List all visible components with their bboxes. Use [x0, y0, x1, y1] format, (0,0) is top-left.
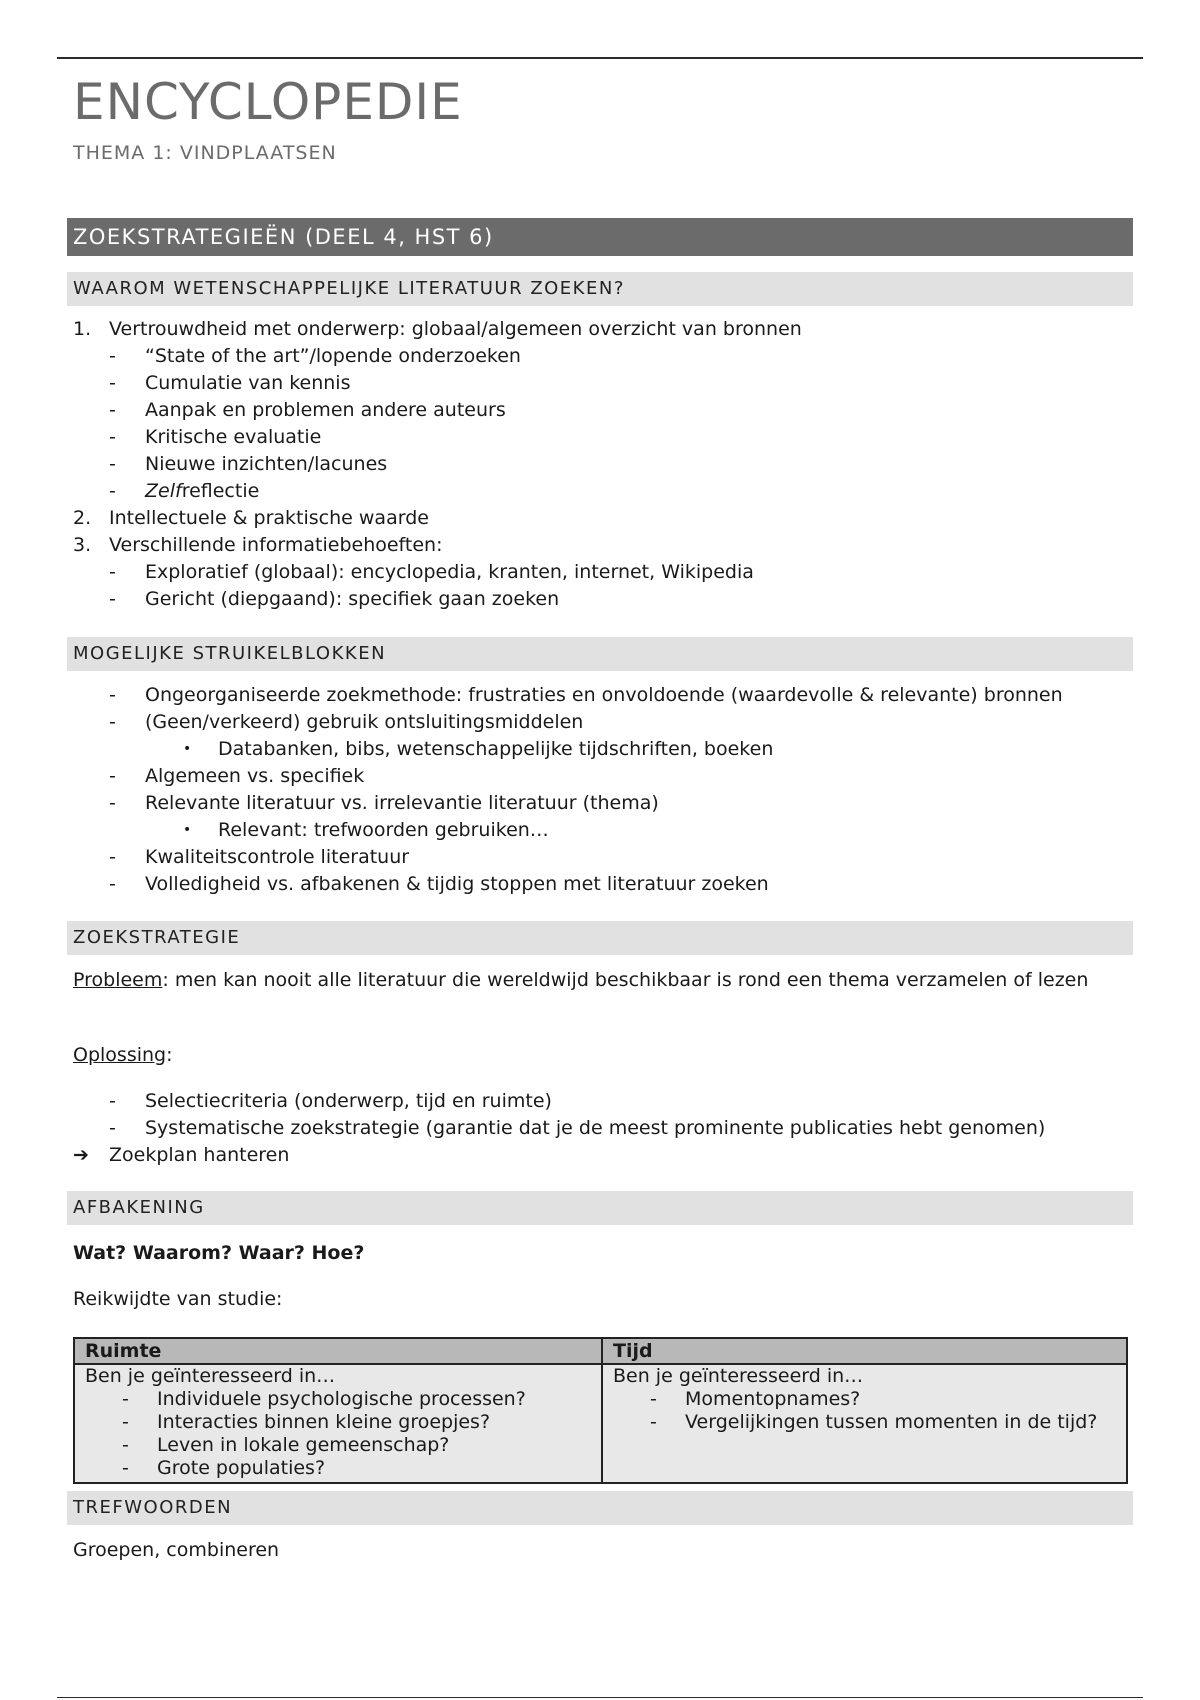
arrow-right-icon: ➔	[73, 1144, 89, 1166]
document-header	[73, 72, 1133, 164]
list-item: 2. Intellectuele & praktische waarde	[73, 507, 429, 529]
list-item: - Systematische zoekstrategie (garantie dat je de meest prominente publicaties hebt genomen)	[109, 1117, 1046, 1139]
table-header-time: Tijd	[602, 1338, 1127, 1364]
problem-label: Probleem	[73, 969, 163, 991]
list-item: - Ongeorganiseerde zoekmethode: frustraties en onvoldoende (waardevolle & relevante) bronnen	[109, 684, 1063, 706]
solution-label: Oplossing	[73, 1044, 167, 1066]
table-header-space: Ruimte	[74, 1338, 602, 1364]
list-item: • Relevant: trefwoorden gebruiken…	[183, 819, 549, 841]
scope-intro: Reikwijdte van studie:	[73, 1288, 283, 1310]
problem-paragraph: Probleem: men kan nooit alle literatuur die wereldwijd beschikbaar is rond een thema verzamelen of lezen	[73, 969, 1089, 991]
document-title: ENCYCLOPEDIE	[73, 73, 463, 131]
list-item: - Zelfreflectie	[109, 480, 260, 502]
list-item: - Cumulatie van kennis	[109, 372, 351, 394]
list-item: - “State of the art”/lopende onderzoeken	[109, 345, 521, 367]
list-item: - Volledigheid vs. afbakenen & tijdig stoppen met literatuur zoeken	[109, 873, 769, 895]
list-item: - Gericht (diepgaand): specifiek gaan zoeken	[109, 588, 560, 610]
scope-table	[73, 1337, 1128, 1484]
list-item: - Momentopnames?	[650, 1388, 861, 1410]
strategy-list	[73, 1088, 1133, 1169]
top-rule	[57, 57, 1143, 59]
list-item: - Interacties binnen kleine groepjes?	[122, 1411, 491, 1433]
list-item: - Aanpak en problemen andere auteurs	[109, 399, 506, 421]
heading-strategy: ZOEKSTRATEGIE	[67, 921, 1133, 955]
list-item: - Selectiecriteria (onderwerp, tijd en ruimte)	[109, 1090, 552, 1112]
document-subtitle: THEMA 1: VINDPLAATSEN	[73, 142, 337, 164]
why-list	[73, 316, 1133, 613]
list-item: 3. Verschillende informatiebehoeften:	[73, 534, 443, 556]
list-item: - Kritische evaluatie	[109, 426, 322, 448]
section-heading-main: ZOEKSTRATEGIEËN (DEEL 4, HST 6)	[67, 218, 1133, 256]
list-item: - Kwaliteitscontrole literatuur	[109, 846, 410, 868]
list-item: - Individuele psychologische processen?	[122, 1388, 526, 1410]
list-item: - Leven in lokale gemeenschap?	[122, 1434, 450, 1456]
keywords-text: Groepen, combineren	[73, 1539, 280, 1561]
scope-questions: Wat? Waarom? Waar? Hoe?	[73, 1242, 365, 1264]
list-item: - (Geen/verkeerd) gebruik ontsluitingsmiddelen	[109, 711, 584, 733]
heading-scope: AFBAKENING	[67, 1191, 1133, 1225]
table-cell-space: Ben je geïnteresseerd in… - Individuele psychologische processen? - Interacties binnen kleine groepjes? - Leven in lokale gemeenschap? - Grote populaties?	[74, 1364, 602, 1483]
heading-keywords: TREFWOORDEN	[67, 1491, 1133, 1525]
heading-why: WAAROM WETENSCHAPPELIJKE LITERATUUR ZOEKEN?	[67, 272, 1133, 306]
solution-paragraph: Oplossing:	[73, 1044, 173, 1066]
list-item: - Relevante literatuur vs. irrelevantie literatuur (thema)	[109, 792, 659, 814]
list-item: 1. Vertrouwdheid met onderwerp: globaal/algemeen overzicht van bronnen	[73, 318, 802, 340]
bottom-rule	[57, 1697, 1143, 1698]
list-item: - Algemeen vs. specifiek	[109, 765, 365, 787]
list-item: ➔ Zoekplan hanteren	[73, 1142, 1133, 1169]
list-item: - Nieuwe inzichten/lacunes	[109, 453, 388, 475]
list-item: - Vergelijkingen tussen momenten in de tijd?	[650, 1411, 1098, 1433]
list-item: - Exploratief (globaal): encyclopedia, kranten, internet, Wikipedia	[109, 561, 754, 583]
list-item: • Databanken, bibs, wetenschappelijke tijdschriften, boeken	[183, 738, 774, 760]
obstacles-list	[73, 682, 1133, 898]
heading-obstacles: MOGELIJKE STRUIKELBLOKKEN	[67, 637, 1133, 671]
list-item: - Grote populaties?	[122, 1457, 326, 1479]
table-cell-time: Ben je geïnteresseerd in… - Momentopnames? - Vergelijkingen tussen momenten in de tijd?	[602, 1364, 1127, 1483]
